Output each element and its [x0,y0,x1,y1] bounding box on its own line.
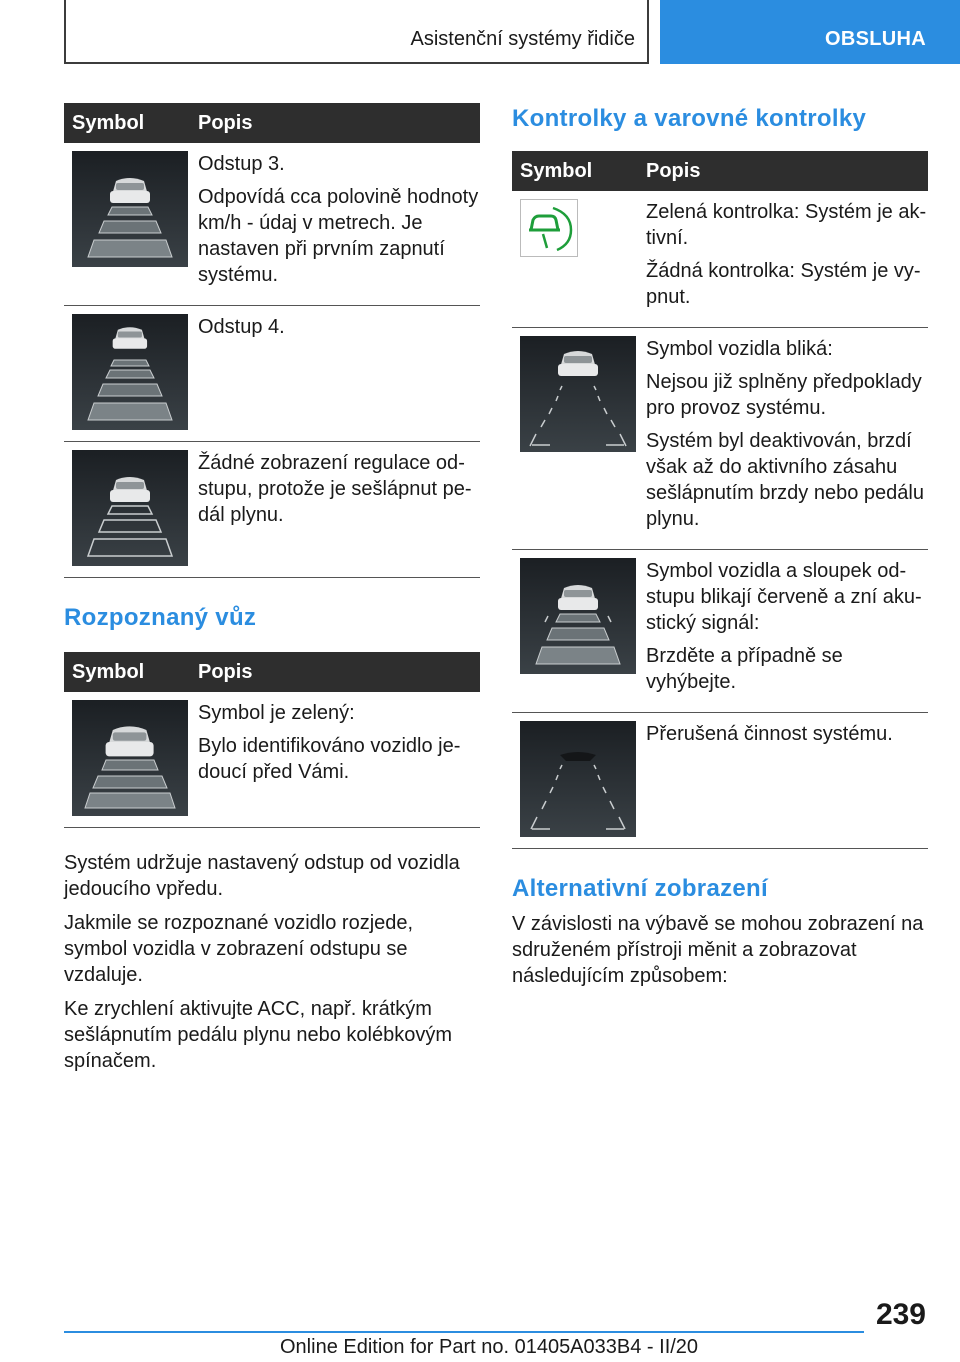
acc-green-indicator-icon [520,199,578,257]
col-header-symbol: Symbol [64,103,188,143]
table-row [512,550,928,713]
vehicle-detected-icon [72,700,188,816]
left-column [64,103,480,1082]
section-heading-indicators: Kontrolky a varovné kontrolky [512,105,867,132]
recognized-symbol-table [64,652,480,828]
row-text: Žádné zobrazení regulace odstupu, protože je sešlápnut pedál plynu. [198,452,472,526]
distance-display-4-icon [72,314,188,430]
col-header-symbol: Symbol [512,151,636,191]
table-row [512,713,928,849]
paragraph: Systém udržuje nastavený odstup od vozidla jedoucího vpředu. [64,851,460,900]
page-number: 239 [875,1298,926,1331]
table-row [64,306,480,442]
vehicle-blinking-icon [520,336,636,452]
system-interrupted-icon [520,721,636,837]
row-text: Symbol vozidla bliká: [646,338,833,360]
col-header-popis: Popis [636,151,928,191]
row-text: Odpovídá cca polovině hodnoty km/h - údaj v metrech. Je nastaven při prvním zapnutí systému. [198,186,479,286]
paragraph: Ke zrychlení aktivujte ACC, např. krátkým sešlápnutím pedálu plynu nebo kolébkovým spínačem. [64,997,453,1072]
row-text: Symbol vozidla a sloupek odstupu blikají červeně a zní akustický signál: [646,560,922,634]
distance-display-inactive-icon [72,450,188,566]
row-text: Přerušená činnost systému. [646,723,893,745]
row-text: Odstup 3. [198,153,285,175]
section-tab-label: OBSLUHA [825,28,926,50]
table-row [512,328,928,550]
row-text: Odstup 4. [198,316,285,338]
alternative-text [512,911,928,989]
col-header-popis: Popis [188,652,480,692]
header-bar [64,0,649,64]
right-column [512,103,928,997]
footer-edition: Online Edition for Part no. 01405A033B4 - II/20 [280,1336,699,1358]
row-text: Systém byl deaktivován, brzdí však až do aktivního zásahu sešlápnutím brzdy nebo pedálu plynu. [646,430,924,530]
indicator-symbol-table [512,151,928,849]
row-text: Žádná kontrolka: Systém je vypnut. [646,260,921,308]
vehicle-distance-red-icon [520,558,636,674]
footer-divider [64,1331,864,1333]
row-text: Bylo identifikováno vozidlo jedoucí před Vámi. [198,735,461,783]
table-row [64,692,480,827]
section-heading-recognized: Rozpoznaný vůz [64,604,257,631]
row-text: Symbol je zelený: [198,702,355,724]
distance-symbol-table [64,103,480,578]
paragraph: V závislosti na výbavě se mohou zobrazení na sdruženém přístroji měnit a zobrazovat následujícím způsobem: [512,913,924,987]
distance-display-3-icon [72,151,188,267]
section-tab[interactable] [660,0,960,64]
col-header-symbol: Symbol [64,652,188,692]
col-header-popis: Popis [188,103,480,143]
table-row [64,143,480,306]
table-row [64,442,480,578]
row-text: Nejsou již splněny předpoklady pro provoz systému. [646,371,922,419]
chapter-title: Asistenční systémy řidiče [410,28,635,50]
section-heading-alternative: Alternativní zobrazení [512,875,768,902]
table-row [512,191,928,328]
row-text: Zelená kontrolka: Systém je aktivní. [646,201,927,249]
paragraph: Jakmile se rozpoznané vozidlo rozjede, symbol vozidla v zobrazení odstupu se vzdaluje. [64,911,414,986]
body-paragraphs [64,850,480,1074]
row-text: Brzděte a případně se vyhýbejte. [646,645,843,693]
